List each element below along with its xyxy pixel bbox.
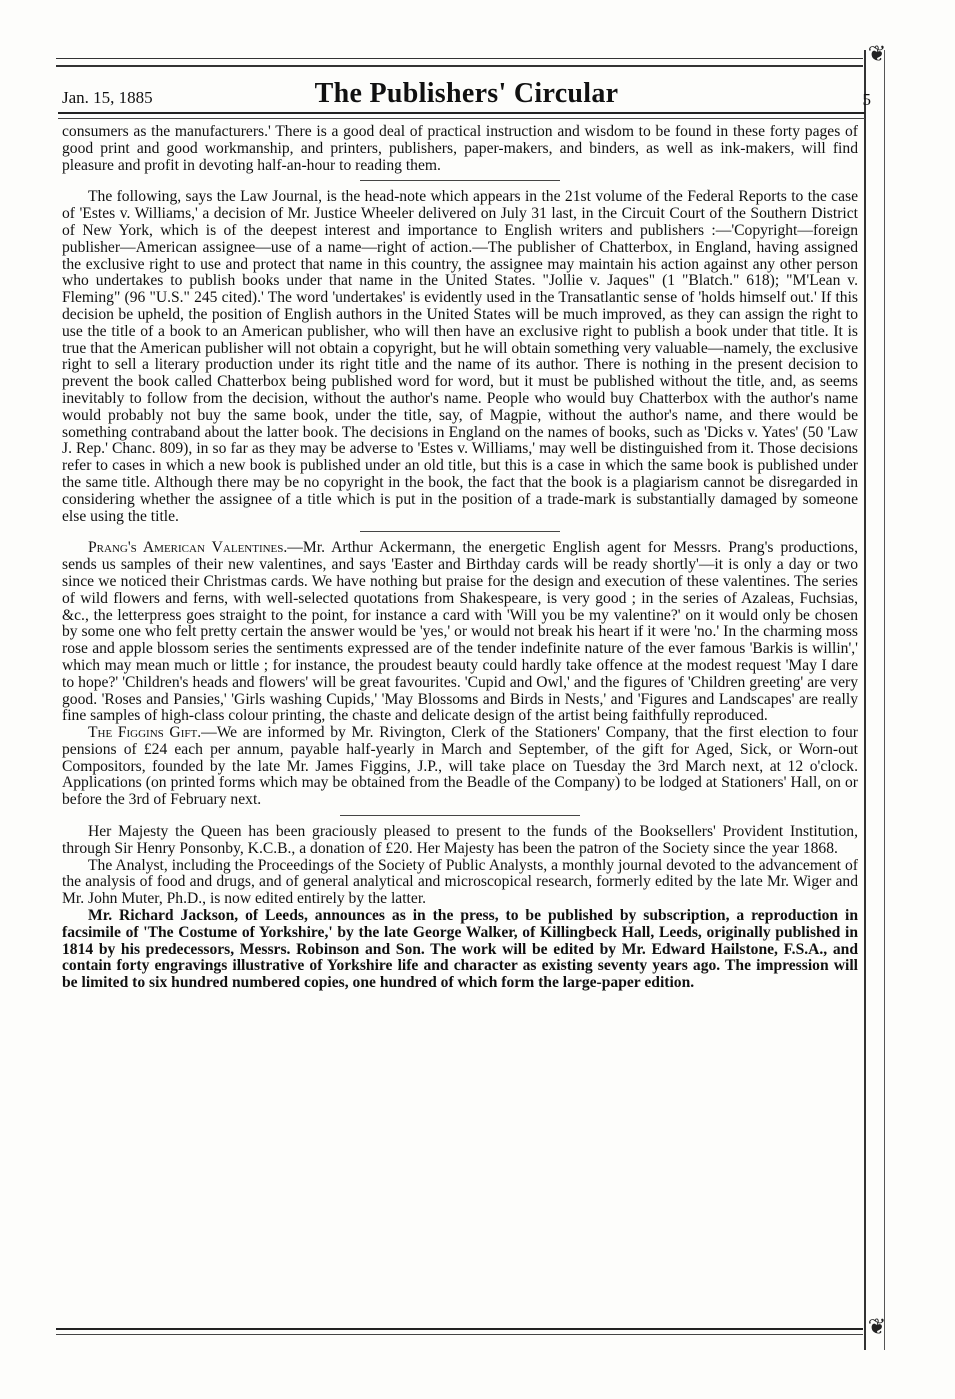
prang-text: —Mr. Arthur Ackermann, the energetic English agent for Messrs. Prang's productions, sends us samples of their new valentines, and says 'Easter and Birthday cards will be ready shortly'—it is only a day or two since we noticed their Christmas cards. We have nothing but praise for the design and execution of these valentines. The series of wild flowers and ferns, with well-selected quotations from Shakespeare, is very good ; in the series of Azaleas, Fuchsias, &c., the letterpress goes straight to the point, for instance a card with 'Will you be my valentine?' on it would only be chosen by some one who felt pretty certain the answer would be 'yes,' or would not break his heart if it were 'no.' In the charming moss rose and apple blossom series the sentiments expressed are of the tender indefinite nature of the ever famous 'Barkis is willin',' which may mean much or little ; for instance, the proudest beauty could hardly take offence at the modest request 'May I dare to hope?' 'Children's heads and flowers' will be great favourites. 'Cupid and Owl,' and the figures of 'Children greeting' are very good. 'Roses and Pansies,' 'Girls washing Cupids,' 'May Blossoms and Birds in Nests,' and 'Figures and Landscapes' are really fine samples of high-class colour printing, the chaste and delicate design of the artist being faithfully reproduced. — [62, 539, 858, 725]
header-page-number: 5 — [862, 90, 871, 109]
paragraph-queen-donation: Her Majesty the Queen has been graciously pleased to present to the funds of the Booksellers' Provident Institution, through Sir Henry Ponsonby, K.C.B., a donation of £20. Her Majesty has been the patron of the Society since the year 1868. — [62, 823, 858, 857]
figgins-heading: The Figgins Gift. — [88, 724, 202, 742]
section-separator — [340, 815, 580, 816]
header-title: The Publishers' Circular — [314, 78, 619, 109]
section-separator — [360, 180, 560, 181]
paragraph-law-journal: The following, says the Law Journal, is the head-note which appears in the 21st volume of the Federal Reports to the case of 'Estes v. Williams,' a decision of Mr. Justice Wheeler delivered on July 31 last, in the Circuit Court of the Southern District of New York, which is of the deepest interest and importance to English writers and publishers :—'Copyright—foreign publisher—American assignee—use of a name—right of action.—The publisher of Chatterbox, in England, having assigned the exclusive right to use and protect that name in this country, the assignee may maintain his action against any other person who undertakes to publish books under that name in the United States. "Jollie v. Jaques" (1 "Blatch." 618); "M'Lean v. Fleming" (96 "U.S." 245 cited).' The word 'undertakes' is evidently used in the Transatlantic sense of 'holds himself out.' If this decision be upheld, the position of English authors in the United States will be much improved, as they can assign the right to use the title of a book to an American publisher, who will then have an exclusive right to publish a book under that title. It is true that the American publisher will not obtain a copyright, but he will obtain something very valuable—namely, the exclusive right to sell a literary production under its right title and the name of its author. There is nothing in the present decision to prevent the book called Chatterbox being published word for word, but it must be published without the title, and, as seems inevitably to follow from the decision, without the author's name. People who would buy Chatterbox with the author's name would probably not buy the same book, under the title, say, of Magpie, without the author's name, and there would be something contraband about the latter book. The decisions in England on the names of books, such as 'Dicks v. Yates' (50 'Law J. Rep.' Chanc. 809), in so far as they may be adverse to 'Estes v. Williams,' may well be distinguished from it. Those decisions refer to cases in which a new book is published under an old title, but this is a case in which the same book is published under the same title. Although there may be no copyright in the book, the fact that the book is a plagiarism cannot be disregarded in considering whether the assignee of a title which is put in the position of a trade-mark is substantially damaged by someone else using the title. — [62, 188, 858, 525]
section-separator — [360, 531, 560, 532]
paragraph-prang-valentines — [62, 540, 858, 725]
figgins-text: —We are informed by Mr. Rivington, Clerk of the Stationers' Company, that the first election to four pensions of £24 each per annum, payable half-yearly in March and September, of the gift for Aged, Sick, or Worn-out Compositors, founded by the late Mr. James Figgins, J.P., will take place on Tuesday the 3rd March next, at 12 o'clock. Applications (on printed forms which may be obtained from the Beadle of the Company) to be lodged at Stationers' Hall, on or before the 3rd of February next. — [62, 724, 858, 809]
prang-heading: Prang's American Valentines. — [88, 539, 288, 557]
paragraph-analyst: The Analyst, including the Proceedings of the Society of Public Analysts, a monthly journal devoted to the advancement of the analysis of food and drugs, and of general analytical and microscopical research, formerly edited by the late Mr. Wiger and Mr. John Muter, Ph.D., is now edited entirely by the latter. — [62, 856, 858, 908]
header-date: Jan. 15, 1885 — [62, 88, 153, 107]
page-header — [62, 78, 871, 110]
bottom-ornament-icon: ❦ — [867, 1315, 887, 1340]
article-body — [62, 124, 858, 992]
bottom-double-rule — [56, 1328, 863, 1335]
paragraph-figgins-gift — [62, 725, 858, 809]
header-rule — [58, 112, 865, 119]
top-ornament-icon: ❦ — [867, 42, 887, 67]
paragraph-consumers: consumers as the manufacturers.' There is a good deal of practical instruction and wisdom to be found in these forty pages of good print and good workmanship, and printers, publishers, paper-makers, and binders, as well as ink-makers, will find pleasure and profit in devoting half-an-hour to reading them. — [62, 123, 858, 174]
right-margin-border — [864, 50, 885, 1350]
paragraph-costume-yorkshire: Mr. Richard Jackson, of Leeds, announces as in the press, to be published by subscription, a reproduction in facsimile of 'The Costume of Yorkshire,' by the late George Walker, of Killingbeck Hall, Leeds, originally published in 1814 by his predecessors, Messrs. Robinson and Son. The work will be edited by Mr. Edward Hailstone, F.S.A., and contain forty engravings illustrative of Yorkshire life and character as existing seventy years ago. The impression will be limited to six hundred numbered copies, one hundred of which form the large-paper edition. — [62, 907, 858, 992]
top-double-rule — [56, 58, 863, 67]
